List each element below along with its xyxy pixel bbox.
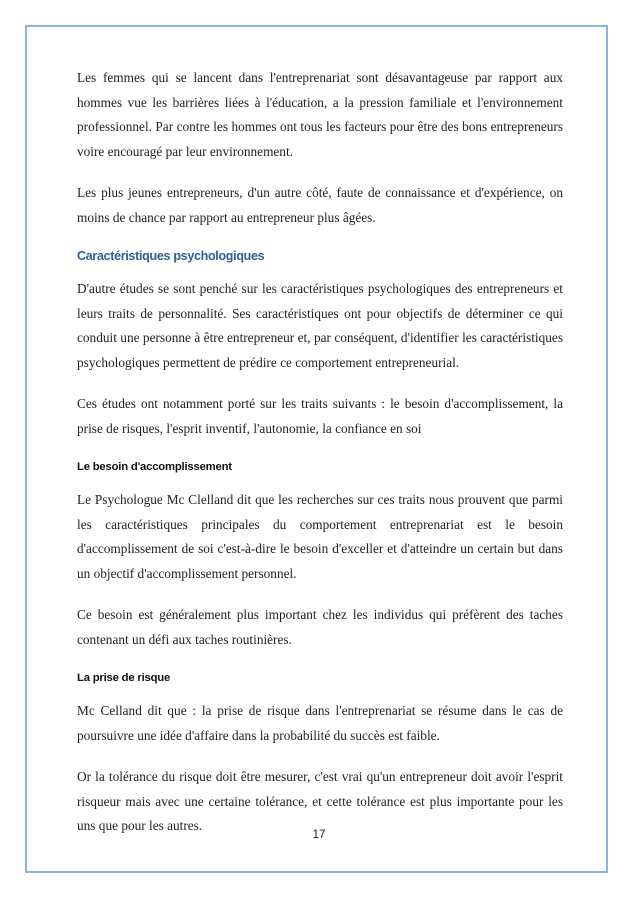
paragraph-mcclelland: Le Psychologue Mc Clelland dit que les recherches sur ces traits nous prouvent que parmi les caractéristiques principales du comportement entreprenariat est le besoin d'accomplissement de soi c'est-à-dire le besoin d'exceller et d'atteindre un certain but dans un objectif d'accomplissement personnel. [77,492,563,581]
subheading-risk-taking: La prise de risque [77,672,171,684]
paragraph-challenge: Ce besoin est généralement plus important chez les individus qui préfèrent des taches contenant un défi aux taches routinières. [77,607,563,647]
page-number: 17 [312,829,326,841]
paragraph-risk-definition: Mc Celland dit que : la prise de risque dans l'entreprenariat se résume dans le cas de poursuivre une idée d'affaire dans la probabilité du succès est faible. [77,703,563,743]
paragraph-women: Les femmes qui se lancent dans l'entreprenariat sont désavantageuse par rapport aux hommes vue les barrières liées à l'éducation, a la pression familiale et l'environnement professionnel. Par contre les hommes ont tous les facteurs pour être des bons entrepreneurs voire encouragé par leur environnement. [77,70,563,159]
paragraph-risk-tolerance: Or la tolérance du risque doit être mesurer, c'est vrai qu'un entrepreneur doit avoir l'esprit risqueur mais avec une certaine tolérance, et cette tolérance est plus importante pour les uns que pour les autres. [77,769,563,833]
section-heading-psychological: Caractéristiques psychologiques [77,249,265,263]
paragraph-young-entrepreneurs: Les plus jeunes entrepreneurs, d'un autre côté, faute de connaissance et d'expérience, on moins de chance par rapport au entrepreneur plus âgées. [77,185,563,225]
paragraph-traits-list: Ces études ont notamment porté sur les traits suivants : le besoin d'accomplissement, la prise de risques, l'esprit inventif, l'autonomie, la confiance en soi [77,396,563,436]
paragraph-psych-studies: D'autre études se sont penché sur les caractéristiques psychologiques des entrepreneurs et leurs traits de personnalité. Ses caractéristiques ont pour objectifs de déterminer ce qui conduit une personne à être entrepreneur et, par conséquent, d'identifier les caractéristiques psychologiques permettent de prédire ce comportement entrepreneurial. [77,281,563,370]
subheading-accomplishment: Le besoin d'accomplissement [77,461,232,473]
page-content [77,66,563,856]
